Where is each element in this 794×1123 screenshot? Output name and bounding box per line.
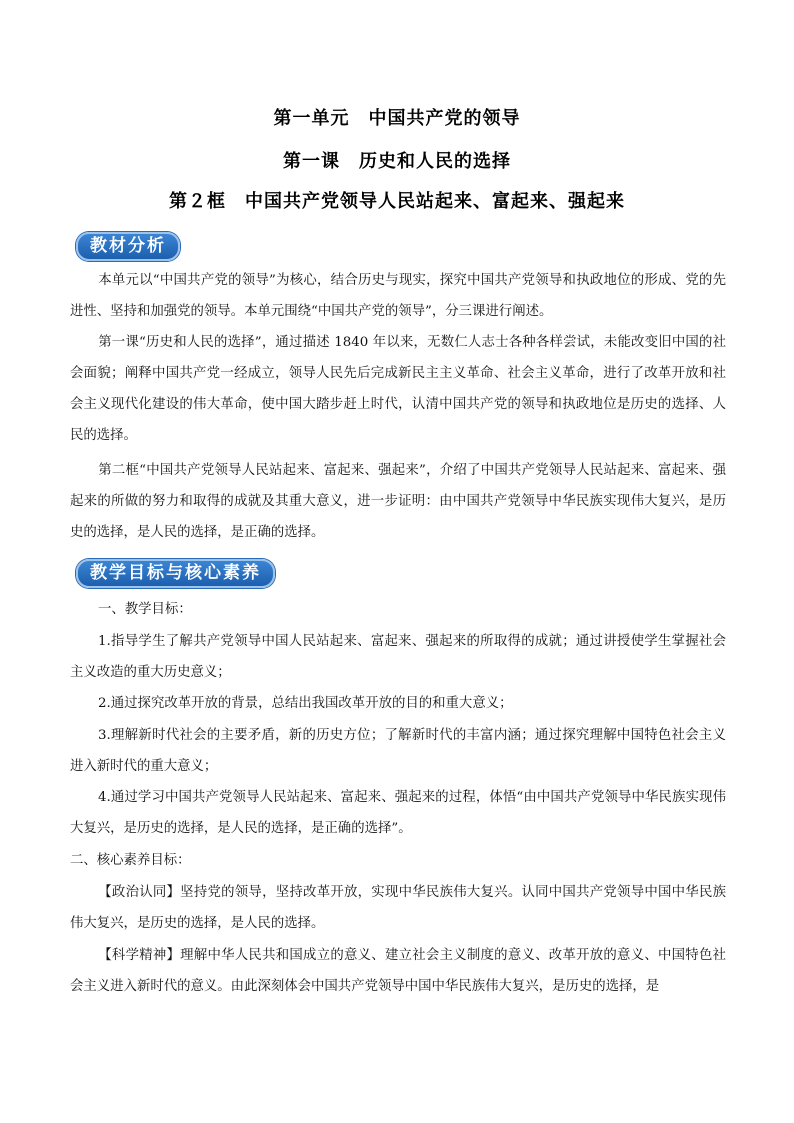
unit-title: 第一单元 中国共产党的领导: [273, 108, 521, 129]
core-goal-political: 【政治认同】坚持党的领导，坚持改革开放，实现中华民族伟大复兴。认同中国共产党领导中国中华民族伟大复兴，是历史的选择，是人民的选择。: [70, 885, 726, 931]
goal-item-4: 4.通过学习中国共产党领导人民站起来、富起来、强起来的过程，体悟“由中国共产党领导中华民族实现伟大复兴，是历史的选择，是人民的选择，是正确的选择”。: [70, 790, 726, 836]
goal-item-1: 1.指导学生了解共产党领导中国人民站起来、富起来、强起来的所取得的成就；通过讲授使学生掌握社会主义改造的重大历史意义；: [70, 634, 726, 680]
analysis-paragraph-3: 第二框“中国共产党领导人民站起来、富起来、强起来”，介绍了中国共产党领导人民站起来、富起来、强起来的所做的努力和取得的成就及其重大意义，进一步证明：由中国共产党领导中华民族实现伟大复兴，是历史的选择，是人民的选择，是正确的选择。: [70, 463, 726, 540]
analysis-paragraph-2: 第一课“历史和人民的选择”，通过描述 1840 年以来，无数仁人志士各种各样尝试，未能改变旧中国的社会面貌；阐释中国共产党一经成立，领导人民先后完成新民主主义革命、社会主义革命，进行了改革开放和社会主义现代化建设的伟大革命，使中国大踏步赶上时代，认清中国共产党的领导和执政地位是历史的选择、人民的选择。: [70, 335, 726, 443]
goal-item-2: 2.通过探究改革开放的背景，总结出我国改革开放的目的和重大意义；: [98, 696, 513, 711]
goals-badge: 教学目标与核心素养: [76, 559, 275, 588]
core-goal-science: 【科学精神】理解中华人民共和国成立的意义、建立社会主义制度的意义、改革开放的意义、中国特色社会主义进入新时代的意义。由此深刻体会中国共产党领导中国中华民族伟大复兴，是历史的选择，是: [70, 948, 726, 994]
section-title: 第２框 中国共产党领导人民站起来、富起来、强起来: [169, 191, 625, 212]
lesson-title: 第一课 历史和人民的选择: [283, 151, 511, 172]
goals-heading-2: 二、核心素养目标：: [70, 853, 191, 868]
goal-item-3: 3.理解新时代社会的主要矛盾，新的历史方位；了解新时代的丰富内涵；通过探究理解中国特色社会主义进入新时代的重大意义；: [70, 728, 726, 774]
goals-heading-1: 一、教学目标：: [98, 602, 192, 617]
analysis-paragraph-1: 本单元以“中国共产党的领导”为核心，结合历史与现实，探究中国共产党领导和执政地位的形成、党的先进性、坚持和加强党的领导。本单元围绕“中国共产党的领导”，分三课进行阐述。: [70, 273, 726, 319]
analysis-badge: 教材分析: [76, 232, 180, 261]
